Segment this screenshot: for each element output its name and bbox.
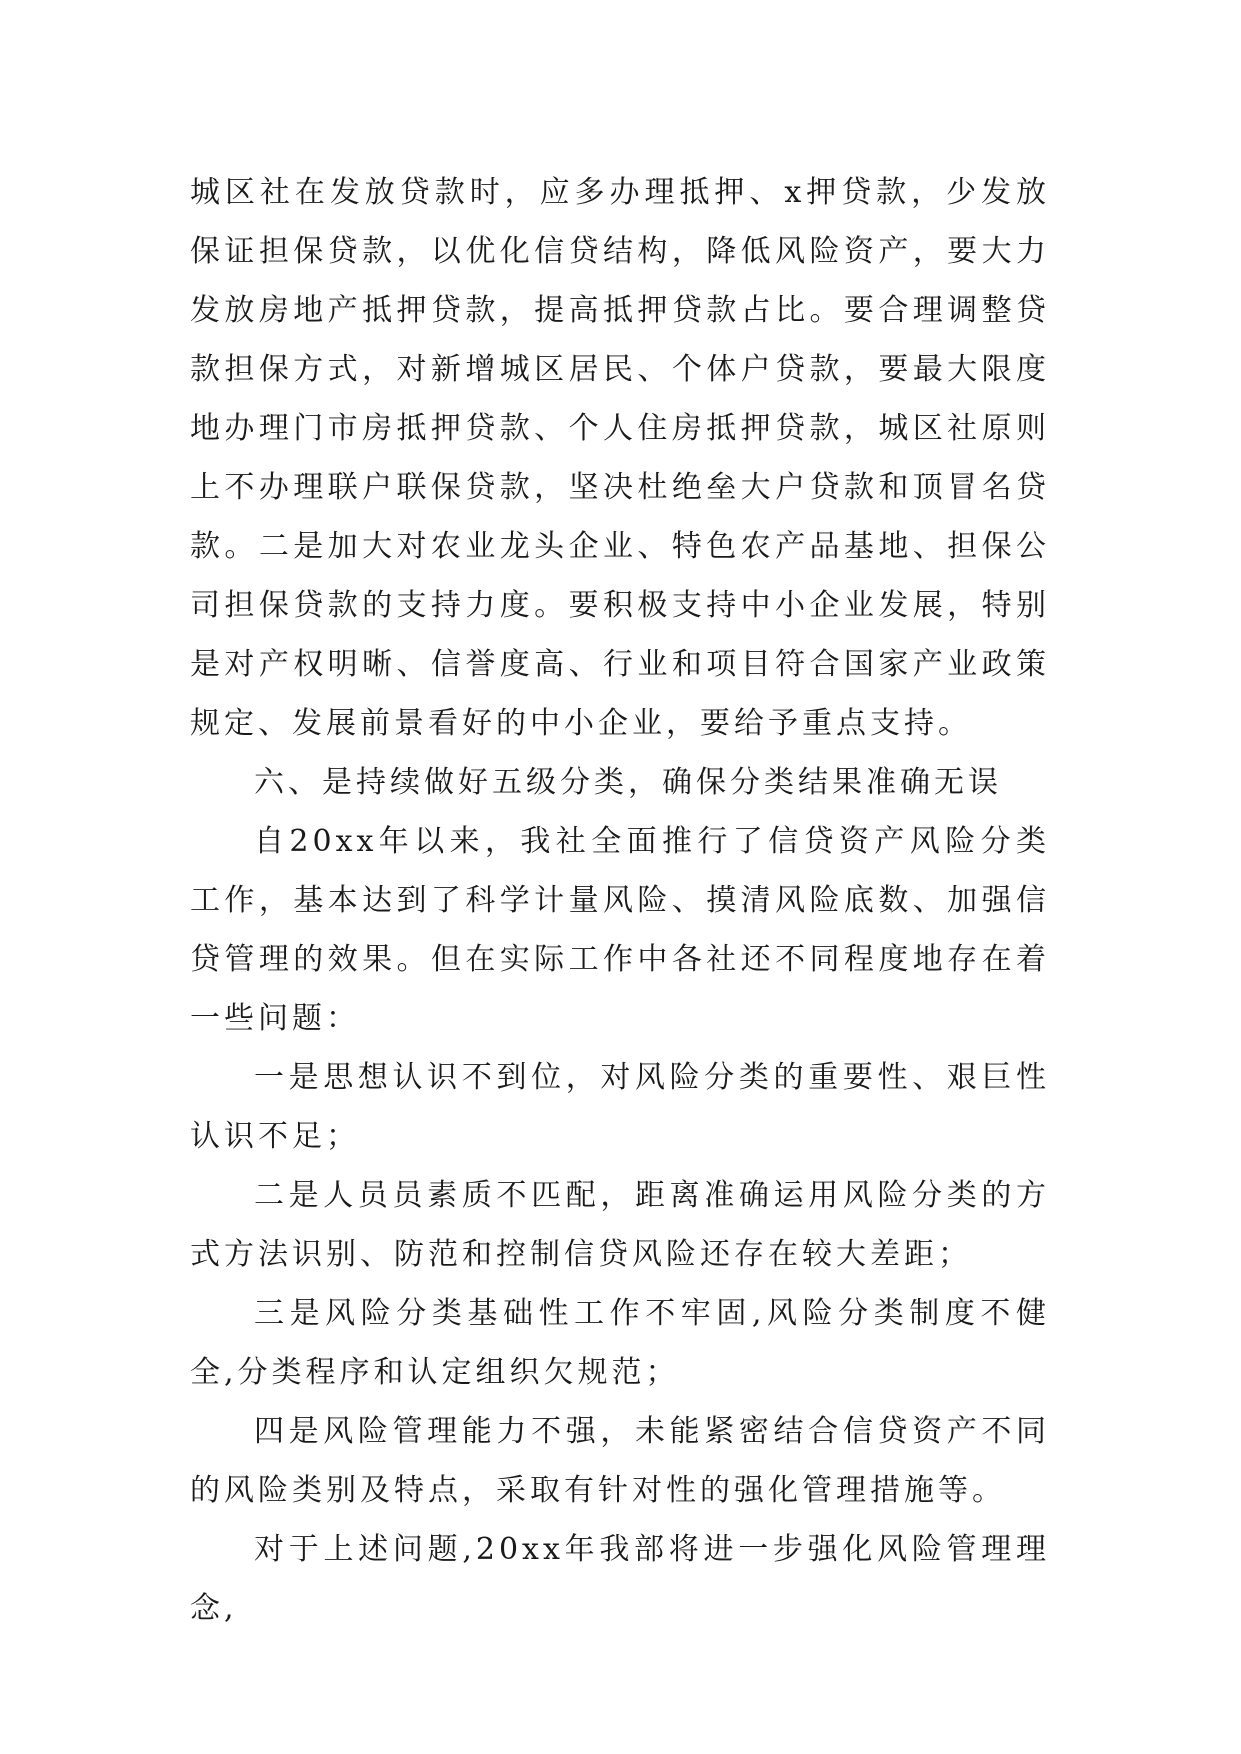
section-heading-five-level-classification: 六、是持续做好五级分类，确保分类结果准确无误 <box>254 765 1002 800</box>
list-item-issue-1: 一是思想认识不到位，对风险分类的重要性、艰巨性认识不足； <box>190 1060 1050 1154</box>
paragraph-response: 对于上述问题,20xx年我部将进一步强化风险管理理念, <box>190 1532 1050 1626</box>
list-item-issue-4: 四是风险管理能力不强，未能紧密结合信贷资产不同的风险类别及特点，采取有针对性的强化管理措施等。 <box>190 1414 1050 1508</box>
list-item-issue-2: 二是人员员素质不匹配，距离准确运用风险分类的方式方法识别、防范和控制信贷风险还存在较大差距； <box>190 1178 1050 1272</box>
list-item-issue-3: 三是风险分类基础性工作不牢固,风险分类制度不健全,分类程序和认定组织欠规范； <box>190 1296 1050 1390</box>
document-body <box>190 163 1050 1638</box>
paragraph-loan-policy: 城区社在发放贷款时，应多办理抵押、x押贷款，少发放保证担保贷款，以优化信贷结构，降低风险资产，要大力发放房地产抵押贷款，提高抵押贷款占比。要合理调整贷款担保方式，对新增城区居民、个体户贷款，要最大限度地办理门市房抵押贷款、个人住房抵押贷款，城区社原则上不办理联户联保贷款，坚决杜绝垒大户贷款和顶冒名贷款。二是加大对农业龙头企业、特色农产品基地、担保公司担保贷款的支持力度。要积极支持中小企业发展，特别是对产权明晰、信誉度高、行业和项目符合国家产业政策规定、发展前景看好的中小企业，要给予重点支持。 <box>190 175 1050 741</box>
paragraph-classification-intro: 自20xx年以来，我社全面推行了信贷资产风险分类工作，基本达到了科学计量风险、摸清风险底数、加强信贷管理的效果。但在实际工作中各社还不同程度地存在着一些问题： <box>190 824 1050 1036</box>
